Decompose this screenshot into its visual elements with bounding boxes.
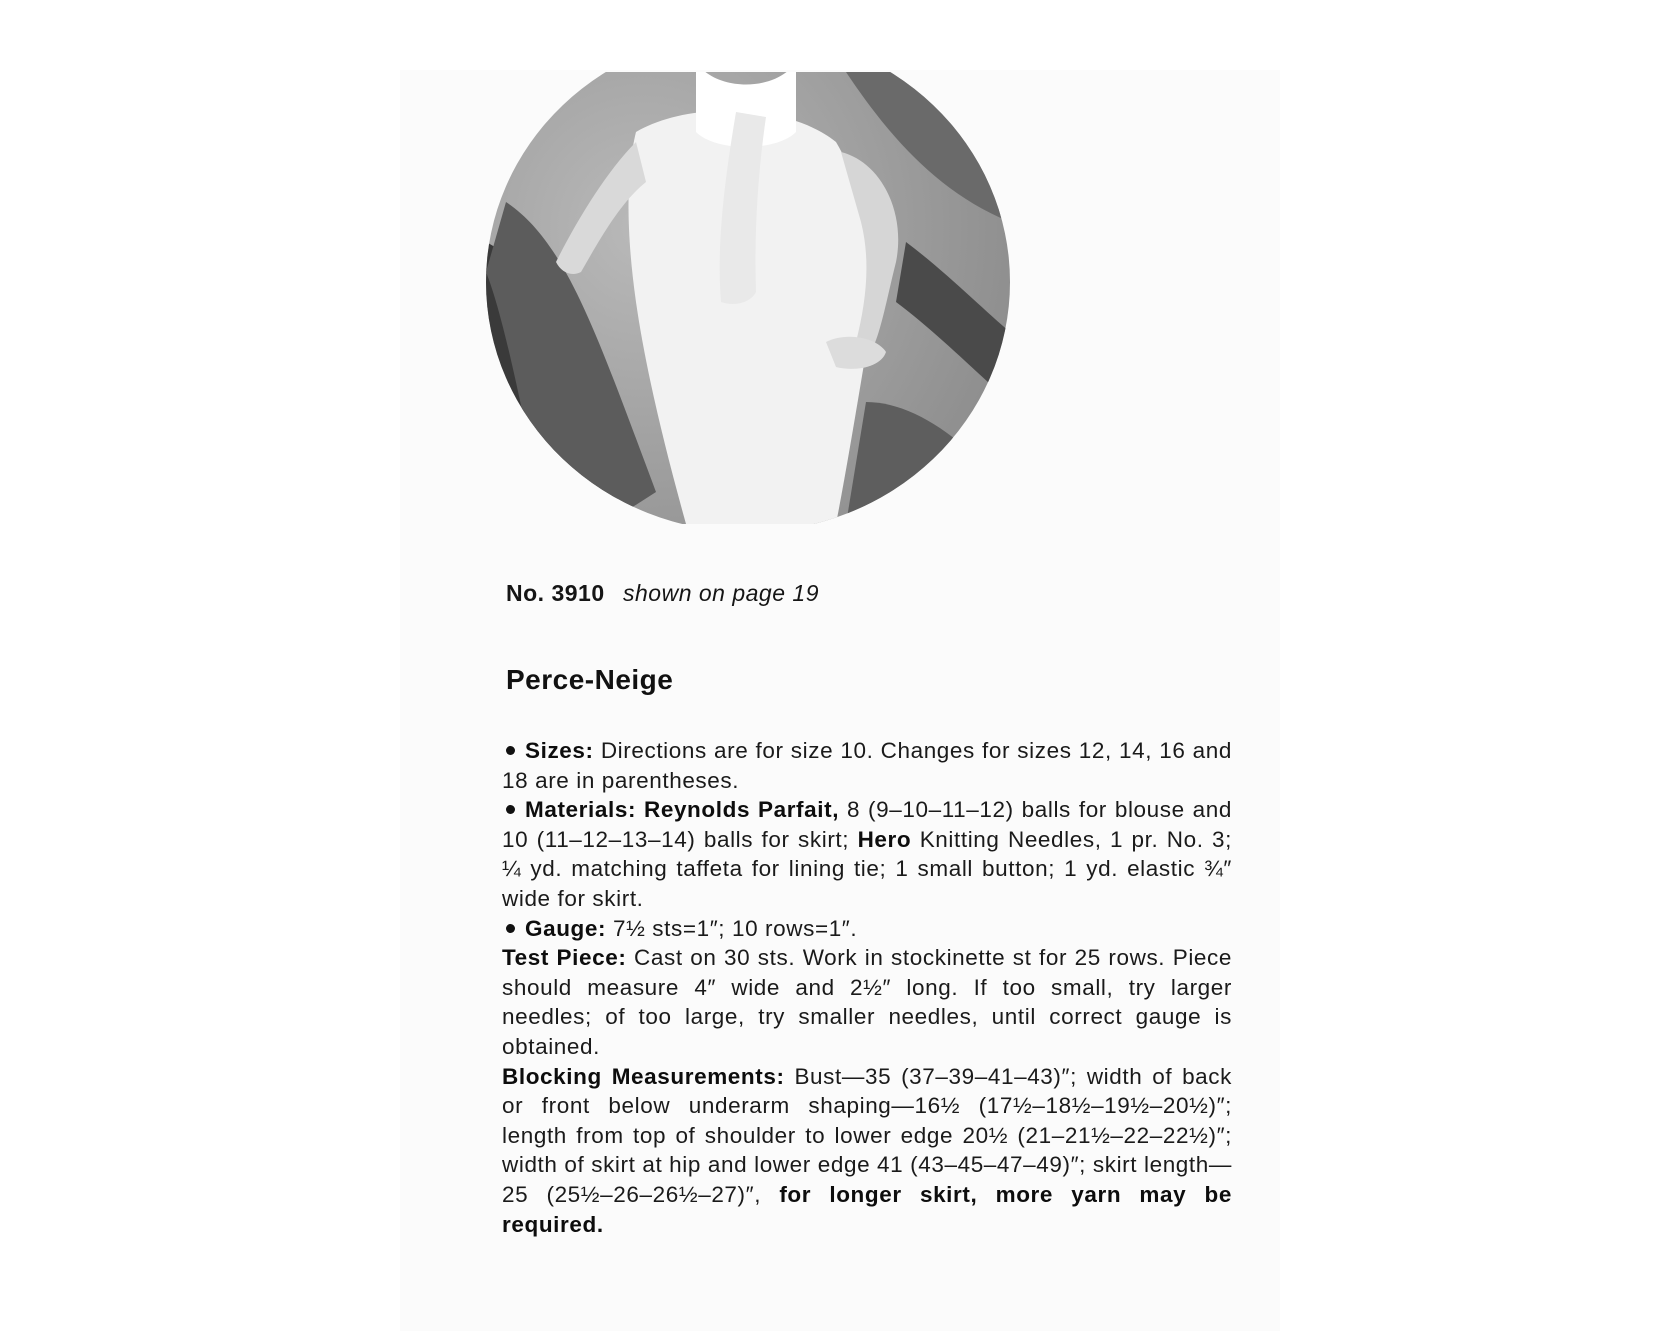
blocking-paragraph	[502, 1062, 1232, 1240]
materials-paragraph	[502, 795, 1232, 913]
pattern-title: Perce-Neige	[506, 664, 674, 695]
gauge-paragraph	[502, 914, 1232, 944]
blocking-label: Blocking Measurements:	[502, 1063, 785, 1089]
sizes-paragraph	[502, 736, 1232, 795]
pattern-instructions	[502, 736, 1232, 1239]
bullet-icon	[506, 805, 515, 814]
materials-label: Materials:	[525, 797, 637, 823]
model-photo	[486, 72, 1010, 524]
test-piece-text: Cast on 30 sts. Work in stockinette st for 25 rows. Piece should measure 4″ wide and 2½″ long. If too small, try larger needles; of too large, try smaller needles, until correct gauge is obtained.	[502, 945, 1232, 1059]
bullet-icon	[506, 746, 515, 755]
test-piece-paragraph	[502, 943, 1232, 1061]
sizes-label: Sizes:	[525, 738, 594, 763]
blocking-text: Bust—35 (37–39–41–43)″; width of back or front below underarm shaping—16½ (17½–18½–19½–20½)″; length from top of shoulder to lower edge 20½ (21–21½–22–22½)″; width of skirt at hip and lower edge 41 (43–45–47–49)″; skirt length—25 (25½–26–26½–27)″,	[502, 1063, 1232, 1207]
sizes-text: Directions are for size 10. Changes for sizes 12, 14, 16 and 18 are in parentheses.	[502, 738, 1232, 793]
materials-brand-2: Hero	[857, 826, 912, 852]
pattern-number: No. 3910	[506, 580, 605, 606]
bullet-icon	[506, 924, 515, 933]
test-piece-label: Test Piece:	[502, 945, 627, 971]
materials-text-2: Knitting Needles, 1 pr. No. 3; ¼ yd. matching taffeta for lining tie; 1 small button; 1 yd. elastic ¾″ wide for skirt.	[502, 826, 1232, 911]
blocking-emphasis: for longer skirt, more yarn may be required.	[502, 1181, 1232, 1237]
materials-text-1: 8 (9–10–11–12) balls for blouse and 10 (11–12–13–14) balls for skirt;	[502, 797, 1232, 852]
gauge-text: 7½ sts=1″; 10 rows=1″.	[612, 915, 858, 941]
shown-on-page: shown on page 19	[623, 580, 819, 606]
gauge-label: Gauge:	[525, 915, 607, 941]
materials-brand: Reynolds Parfait,	[643, 797, 840, 823]
model-photo-icon	[486, 72, 1010, 524]
pattern-caption	[506, 580, 819, 607]
